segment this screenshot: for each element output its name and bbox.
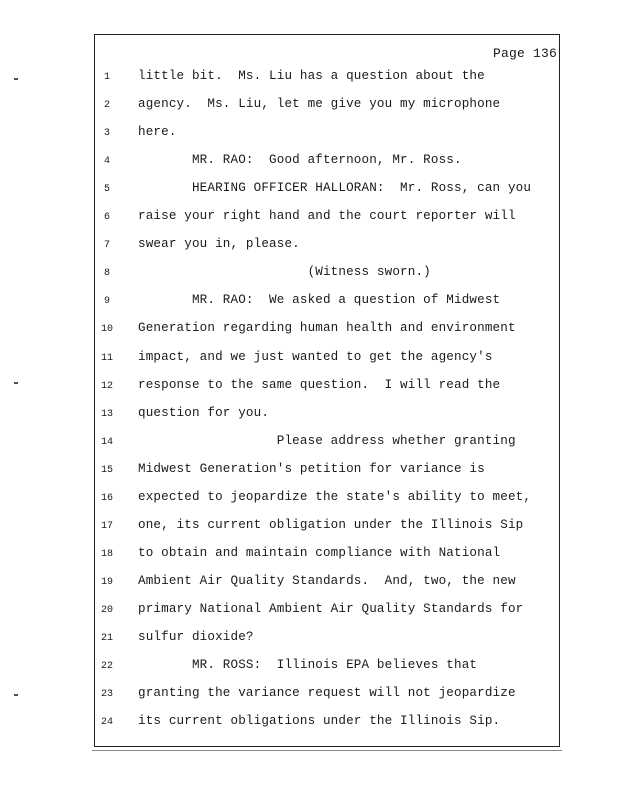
line-text: sulfur dioxide? xyxy=(138,630,254,644)
line-text: granting the variance request will not jeopardize xyxy=(138,686,516,701)
transcript-line xyxy=(0,350,618,368)
transcript-line xyxy=(0,462,618,480)
transcript-line xyxy=(0,153,618,171)
bottom-rule xyxy=(92,750,562,751)
transcript-line xyxy=(0,69,618,87)
line-text: primary National Ambient Air Quality Standards for xyxy=(138,601,524,616)
line-number: 21 xyxy=(100,633,113,644)
transcript-line xyxy=(0,209,618,227)
margin-mark xyxy=(14,382,18,384)
transcript-line xyxy=(0,518,618,536)
line-number: 12 xyxy=(100,380,113,392)
line-text: impact, and we just wanted to get the agency's xyxy=(138,349,493,364)
line-text: agency. Ms. Liu, let me give you my microphone xyxy=(138,97,501,112)
margin-mark xyxy=(14,694,18,696)
transcript-line xyxy=(0,490,618,508)
line-number: 23 xyxy=(100,689,113,701)
line-text: Please address whether granting xyxy=(138,433,516,448)
line-number: 14 xyxy=(100,436,113,448)
line-text: raise your right hand and the court reporter will xyxy=(138,209,516,224)
transcript-line xyxy=(0,602,618,620)
line-text: expected to jeopardize the state's ability to meet, xyxy=(138,489,532,504)
line-number: 13 xyxy=(100,408,113,420)
line-text: MR. ROSS: Illinois EPA believes that xyxy=(138,658,478,673)
transcript-line xyxy=(0,434,618,452)
line-number: 18 xyxy=(100,548,113,560)
line-number: 9 xyxy=(103,296,110,308)
transcript-line xyxy=(0,378,618,396)
line-number: 10 xyxy=(100,324,113,336)
line-text: Midwest Generation's petition for variance is xyxy=(138,461,485,476)
line-number: 11 xyxy=(100,352,113,364)
transcript-line xyxy=(0,125,618,143)
line-number: 22 xyxy=(100,661,113,673)
line-text: little bit. Ms. Liu has a question about the xyxy=(138,69,485,83)
transcript-line xyxy=(0,181,618,199)
transcript-line xyxy=(0,265,618,283)
line-text: question for you. xyxy=(138,405,270,420)
line-number: 2 xyxy=(103,100,110,112)
transcript-line xyxy=(0,546,618,564)
transcript-line xyxy=(0,293,618,311)
transcript-line xyxy=(0,237,618,255)
line-text: MR. RAO: We asked a question of Midwest xyxy=(138,293,501,308)
transcript-line xyxy=(0,714,618,732)
transcript-line xyxy=(0,686,618,704)
line-text: here. xyxy=(138,125,177,140)
line-number: 6 xyxy=(103,212,110,224)
line-text: Generation regarding human health and environment xyxy=(138,321,516,336)
line-number: 19 xyxy=(100,576,113,588)
transcript-line xyxy=(0,574,618,592)
line-number: 4 xyxy=(103,156,110,168)
line-text: its current obligations under the Illinois Sip. xyxy=(138,714,501,729)
line-number: 1 xyxy=(103,72,110,83)
transcript-line xyxy=(0,658,618,676)
line-number: 3 xyxy=(103,128,110,140)
margin-mark xyxy=(14,78,18,80)
transcript-line xyxy=(0,406,618,424)
transcript-line xyxy=(0,321,618,339)
line-text: Ambient Air Quality Standards. And, two, the new xyxy=(138,573,516,588)
line-number: 5 xyxy=(103,184,110,196)
line-text: (Witness sworn.) xyxy=(138,265,431,280)
line-text: to obtain and maintain compliance with National xyxy=(138,545,501,560)
line-number: 17 xyxy=(100,520,113,532)
line-number: 24 xyxy=(100,717,113,729)
line-text: swear you in, please. xyxy=(138,237,300,252)
line-text: one, its current obligation under the Illinois Sip xyxy=(138,517,524,532)
line-number: 8 xyxy=(103,268,110,280)
page-number: Page 136 xyxy=(493,46,558,61)
line-text: HEARING OFFICER HALLORAN: Mr. Ross, can you xyxy=(138,181,532,196)
transcript-line xyxy=(0,97,618,115)
line-number: 16 xyxy=(100,492,113,504)
line-number: 20 xyxy=(100,604,113,616)
line-text: response to the same question. I will read the xyxy=(138,377,501,392)
line-number: 7 xyxy=(103,240,110,252)
line-number: 15 xyxy=(100,464,113,476)
line-text: MR. RAO: Good afternoon, Mr. Ross. xyxy=(138,153,462,168)
transcript-line xyxy=(0,630,618,648)
